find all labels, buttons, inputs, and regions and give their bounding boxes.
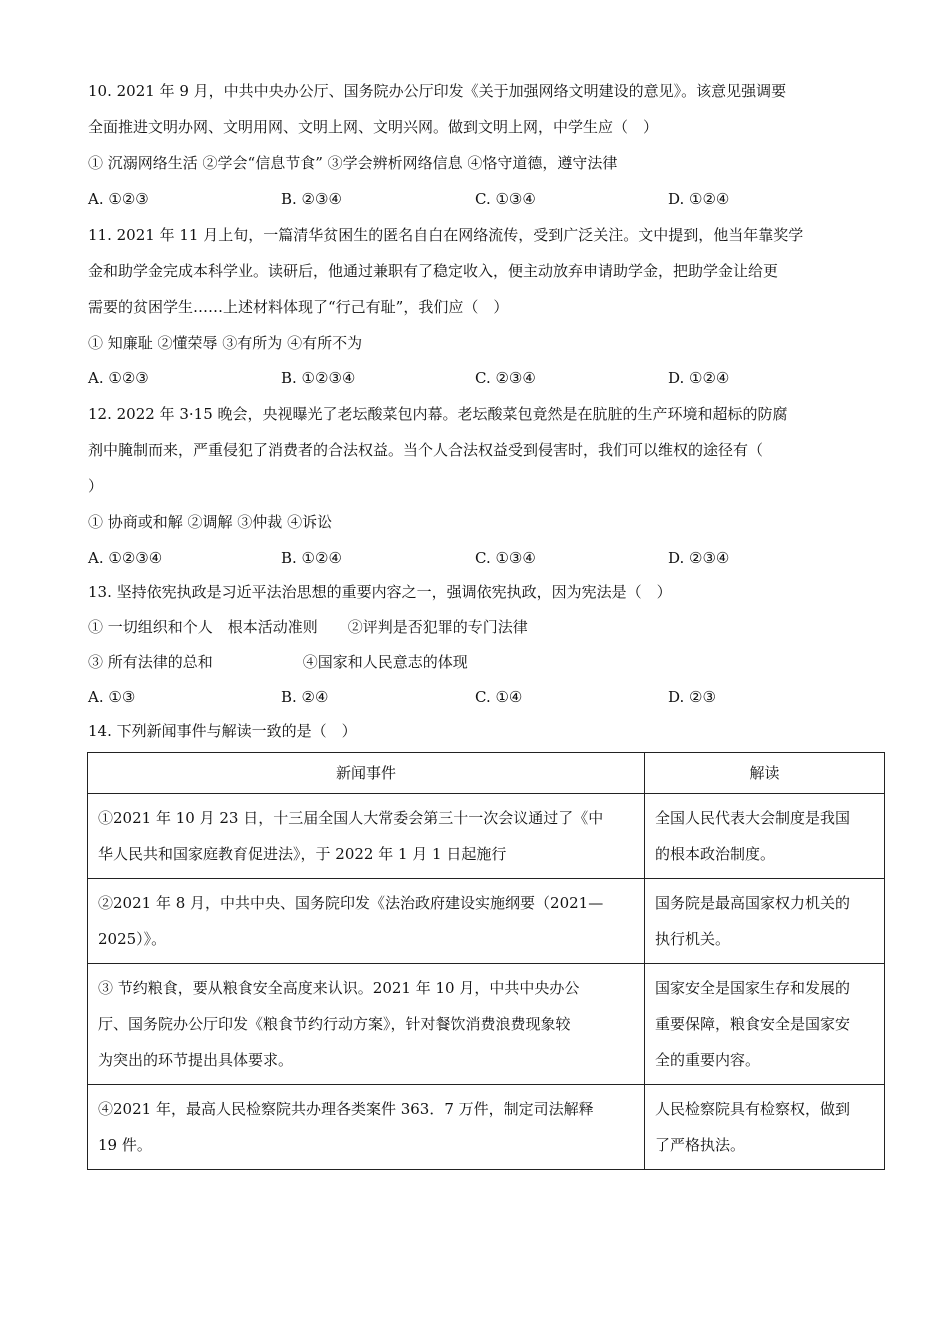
- q12-statements: ① 协商或和解 ②调解 ③仲裁 ④诉讼: [88, 513, 333, 531]
- q11-statements: ① 知廉耻 ②懂荣辱 ③有所为 ④有所不为: [88, 334, 363, 352]
- event-text: ④2021 年，最高人民检察院共办理各类案件 363．7 万件，制定司法解释 19 件。: [98, 1100, 594, 1154]
- q12-option-d: D. ②③④: [668, 549, 730, 567]
- table-row: [88, 964, 885, 1085]
- q12-stem-line-3: ）: [88, 477, 104, 495]
- q11-stem-line-1: 11. 2021 年 11 月上旬，一篇清华贫困生的匿名自白在网络流传，受到广泛关注。文中提到，他当年靠奖学: [88, 226, 804, 244]
- table-cell-interpretation: [645, 879, 885, 964]
- table-row: [88, 879, 885, 964]
- table-row: [88, 1085, 885, 1170]
- table-header-event: 新闻事件: [88, 753, 645, 794]
- table-cell-interpretation: [645, 964, 885, 1085]
- q12-stem-line-1: 12. 2022 年 3·15 晚会，央视曝光了老坛酸菜包内幕。老坛酸菜包竟然是在肮脏的生产环境和超标的防腐: [88, 405, 788, 423]
- q10-option-c: C. ①③④: [475, 190, 536, 208]
- table-cell-interpretation: [645, 1085, 885, 1170]
- interpretation-text: 全国人民代表大会制度是我国 的根本政治制度。: [655, 809, 851, 863]
- q12-option-a: A. ①②③④: [88, 549, 163, 567]
- q13-option-a: A. ①③: [88, 688, 136, 706]
- table-cell-event: [88, 964, 645, 1085]
- q10-stem-line-2: 全面推进文明办网、文明用网、文明上网、文明兴网。做到文明上网，中学生应（ ）: [88, 118, 659, 136]
- news-table: [87, 752, 885, 1170]
- q10-option-d: D. ①②④: [668, 190, 730, 208]
- interpretation-text: 人民检察院具有检察权，做到 了严格执法。: [655, 1100, 851, 1154]
- q11-stem-line-2: 金和助学金完成本科学业。读研后，他通过兼职有了稳定收入，便主动放弃申请助学金，把助学金让给更: [88, 262, 779, 280]
- q11-option-b: B. ①②③④: [281, 369, 356, 387]
- q10-option-b: B. ②③④: [281, 190, 342, 208]
- q13-stem-line-1: 13. 坚持依宪执政是习近平法治思想的重要内容之一，强调依宪执政，因为宪法是（ ）: [88, 583, 672, 601]
- q13-option-b: B. ②④: [281, 688, 329, 706]
- event-text: ①2021 年 10 月 23 日，十三届全国人大常委会第三十一次会议通过了《中 华人民共和国家庭教育促进法》，于 2022 年 1 月 1 日起施行: [98, 809, 604, 863]
- table-row: [88, 794, 885, 879]
- q13-statements-line-2: ③ 所有法律的总和 ④国家和人民意志的体现: [88, 653, 468, 671]
- interpretation-text: 国家安全是国家生存和发展的 重要保障，粮食安全是国家安 全的重要内容。: [655, 979, 851, 1069]
- table-cell-event: [88, 1085, 645, 1170]
- q12-option-b: B. ①②④: [281, 549, 342, 567]
- table-cell-event: [88, 794, 645, 879]
- q10-stem-line-1: 10. 2021 年 9 月，中共中央办公厅、国务院办公厅印发《关于加强网络文明建设的意见》。该意见强调要: [88, 82, 787, 100]
- q13-statements-line-1: ① 一切组织和个人 根本活动准则 ②评判是否犯罪的专门法律: [88, 618, 528, 636]
- q11-option-a: A. ①②③: [88, 369, 149, 387]
- table-cell-event: [88, 879, 645, 964]
- q12-stem-line-2: 剂中腌制而来，严重侵犯了消费者的合法权益。当个人合法权益受到侵害时，我们可以维权的途径有（: [88, 441, 764, 459]
- q13-option-c: C. ①④: [475, 688, 523, 706]
- q11-option-c: C. ②③④: [475, 369, 536, 387]
- q13-option-d: D. ②③: [668, 688, 716, 706]
- q12-option-c: C. ①③④: [475, 549, 536, 567]
- q10-option-a: A. ①②③: [88, 190, 149, 208]
- q11-stem-line-3: 需要的贫困学生……上述材料体现了“行己有耻”，我们应（ ）: [88, 298, 509, 316]
- q10-statements: ① 沉溺网络生活 ②学会“信息节食” ③学会辨析网络信息 ④恪守道德，遵守法律: [88, 154, 618, 172]
- q14-stem-line-1: 14. 下列新闻事件与解读一致的是（ ）: [88, 722, 357, 740]
- q11-option-d: D. ①②④: [668, 369, 730, 387]
- table-header-interpretation: 解读: [645, 753, 885, 794]
- table-cell-interpretation: [645, 794, 885, 879]
- interpretation-text: 国务院是最高国家权力机关的 执行机关。: [655, 894, 851, 948]
- event-text: ③ 节约粮食，要从粮食安全高度来认识。2021 年 10 月，中共中央办公 厅、国务院办公厅印发《粮食节约行动方案》，针对餐饮消费浪费现象较 为突出的环节提出具体要求。: [98, 979, 580, 1069]
- table-header-row: [88, 753, 885, 794]
- event-text: ②2021 年 8 月，中共中央、国务院印发《法治政府建设实施纲要（2021— 2025）》。: [98, 894, 604, 948]
